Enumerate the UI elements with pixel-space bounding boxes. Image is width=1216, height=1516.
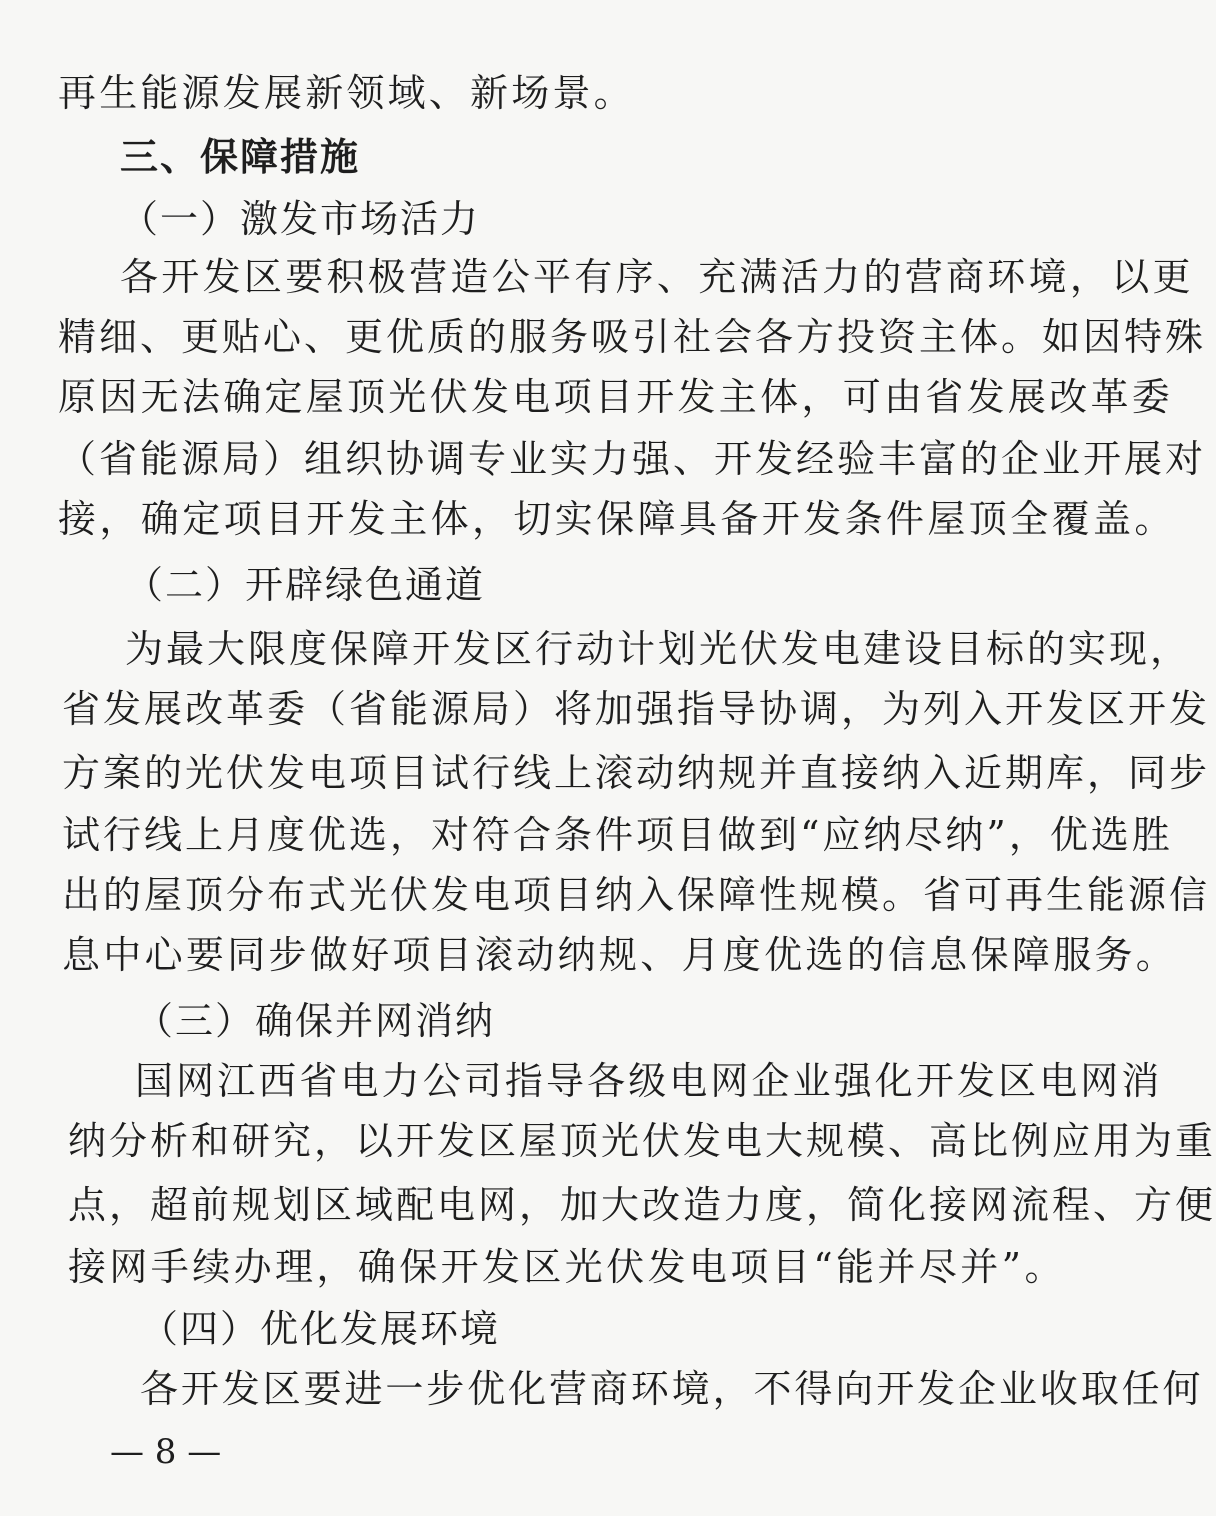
subsection-heading: （二）开辟绿色通道 <box>125 563 486 607</box>
paragraph-line: 方案的光伏发电项目试行线上滚动纳规并直接纳入近期库，同步 <box>62 751 1211 795</box>
paragraph-line: 省发展改革委（省能源局）将加强指导协调，为列入开发区开发 <box>62 687 1211 731</box>
page-number: — 8 — <box>110 1432 222 1472</box>
paragraph-line: 接，确定项目开发主体，切实保障具备开发条件屋顶全覆盖。 <box>58 497 1176 541</box>
paragraph-line: 原因无法确定屋顶光伏发电项目开发主体，可由省发展改革委 <box>58 375 1174 419</box>
paragraph-line: 精细、更贴心、更优质的服务吸引社会各方投资主体。如因特殊 <box>58 315 1207 359</box>
paragraph-line: 为最大限度保障开发区行动计划光伏发电建设目标的实现， <box>125 627 1192 671</box>
subsection-heading: （四）优化发展环境 <box>140 1307 501 1351</box>
paragraph-line: 试行线上月度优选，对符合条件项目做到“应纳尽纳”，优选胜 <box>62 813 1173 857</box>
paragraph-line: 接网手续办理，确保开发区光伏发电项目“能并尽并”。 <box>68 1245 1066 1289</box>
paragraph-line: 国网江西省电力公司指导各级电网企业强化开发区电网消 <box>135 1059 1163 1103</box>
paragraph-line: 各开发区要积极营造公平有序、充满活力的营商环境，以更 <box>120 255 1194 299</box>
paragraph-line: 息中心要同步做好项目滚动纳规、月度优选的信息保障服务。 <box>62 933 1178 977</box>
paragraph-line: 出的屋顶分布式光伏发电项目纳入保障性规模。省可再生能源信 <box>62 873 1211 917</box>
subsection-heading: （一）激发市场活力 <box>120 197 481 241</box>
paragraph-line: 纳分析和研究，以开发区屋顶光伏发电大规模、高比例应用为重 <box>68 1119 1216 1163</box>
text-line: 再生能源发展新领域、新场景。 <box>58 71 635 115</box>
paragraph-line: 各开发区要进一步优化营商环境，不得向开发企业收取任何 <box>140 1367 1204 1411</box>
paragraph-line: 点，超前规划区域配电网，加大改造力度，简化接网流程、方便 <box>68 1183 1216 1227</box>
paragraph-line: （省能源局）组织协调专业实力强、开发经验丰富的企业开展对 <box>58 437 1207 481</box>
section-heading: 三、保障措施 <box>120 135 361 179</box>
subsection-heading: （三）确保并网消纳 <box>135 999 496 1043</box>
